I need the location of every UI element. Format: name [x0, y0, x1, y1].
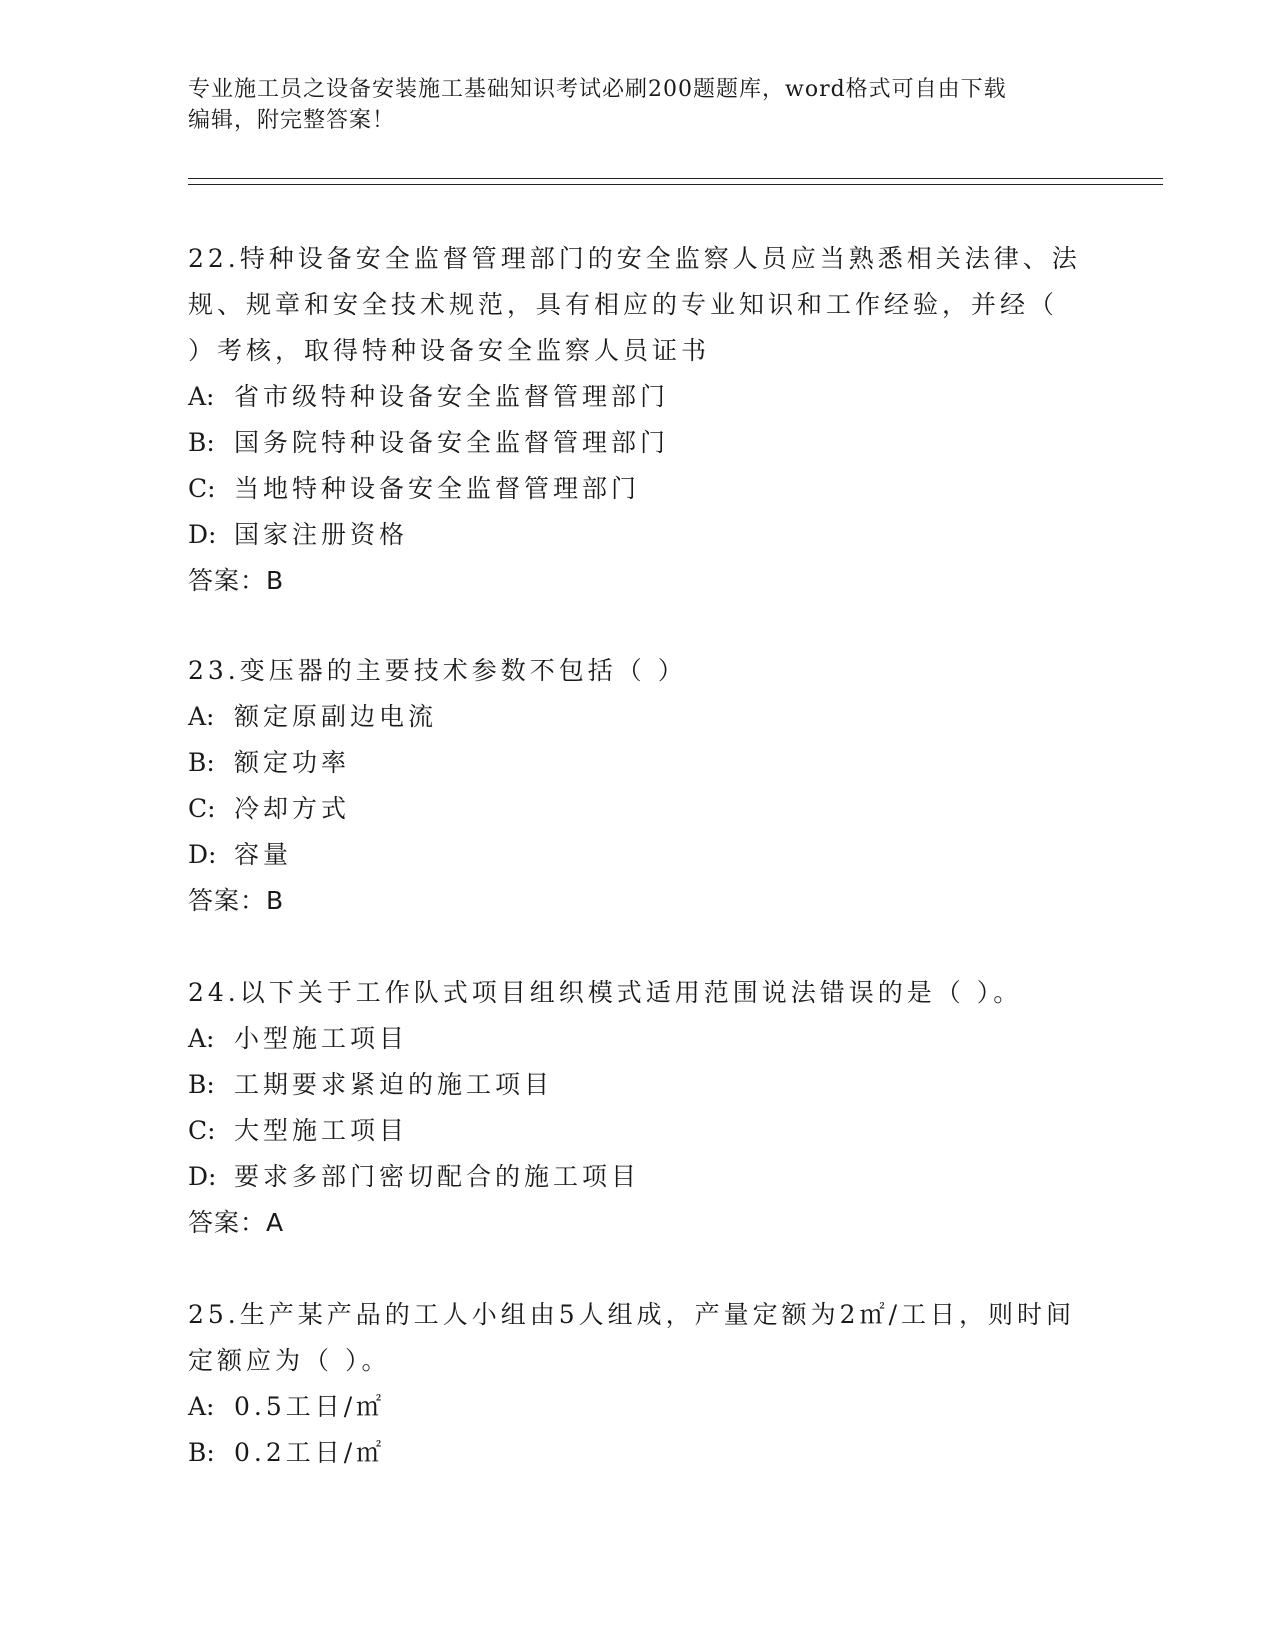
option-key: B:: [188, 428, 215, 457]
option-key: B:: [188, 1070, 215, 1099]
option-c: [188, 1108, 1088, 1154]
answer-line: 答案：B: [188, 566, 285, 595]
question-stem-line: 25.生产某产品的工人小组由5人组成，产量定额为2㎡/工日，则时间: [188, 1300, 1075, 1329]
header-divider-top: [188, 178, 1163, 179]
option-c: [188, 786, 1088, 832]
option-b: [188, 420, 1088, 466]
question-stem-line: 24.以下关于工作队式项目组织模式适用范围说法错误的是（ ）。: [188, 978, 1023, 1007]
question-25: [188, 1292, 1088, 1476]
option-b: [188, 1062, 1088, 1108]
option-a: [188, 1384, 1088, 1430]
header-title-line-1: 专业施工员之设备安装施工基础知识考试必刷200题题库，word格式可自由下载: [188, 77, 1007, 102]
option-key: A:: [188, 702, 215, 731]
option-key: C:: [188, 474, 216, 503]
option-key: D:: [188, 1162, 217, 1191]
header-divider-bottom: [188, 184, 1163, 185]
option-text: 容量: [234, 840, 293, 869]
option-key: B:: [188, 1438, 215, 1467]
question-stem-line: 规、规章和安全技术规范，具有相应的专业知识和工作经验，并经（: [188, 290, 1059, 319]
option-b: [188, 1430, 1088, 1476]
option-key: D:: [188, 520, 217, 549]
option-key: D:: [188, 840, 217, 869]
document-header: [188, 74, 1088, 136]
header-title-line-2: 编辑，附完整答案！: [188, 108, 396, 133]
question-stem-line: 定额应为（ ）。: [188, 1346, 391, 1375]
option-d: [188, 512, 1088, 558]
answer-line: 答案：B: [188, 886, 285, 915]
option-text: 国务院特种设备安全监督管理部门: [234, 428, 670, 457]
option-text: 0.2工日/㎡: [234, 1438, 386, 1467]
option-key: C:: [188, 1116, 216, 1145]
option-text: 额定原副边电流: [234, 702, 438, 731]
option-text: 额定功率: [234, 748, 351, 777]
option-d: [188, 1154, 1088, 1200]
question-stem-line: 22.特种设备安全监督管理部门的安全监察人员应当熟悉相关法律、法: [188, 244, 1081, 273]
option-text: 工期要求紧迫的施工项目: [234, 1070, 554, 1099]
question-23: [188, 648, 1088, 924]
question-stem-line: 23.变压器的主要技术参数不包括（ ）: [188, 656, 687, 685]
option-d: [188, 832, 1088, 878]
option-b: [188, 740, 1088, 786]
answer-line: 答案：A: [188, 1208, 285, 1237]
option-key: A:: [188, 382, 215, 411]
option-text: 国家注册资格: [234, 520, 409, 549]
option-key: A:: [188, 1392, 215, 1421]
option-a: [188, 374, 1088, 420]
option-key: B:: [188, 748, 215, 777]
option-text: 当地特种设备安全监督管理部门: [234, 474, 641, 503]
option-text: 大型施工项目: [234, 1116, 409, 1145]
option-key: C:: [188, 794, 216, 823]
option-text: 省市级特种设备安全监督管理部门: [234, 382, 670, 411]
option-a: [188, 694, 1088, 740]
question-22: [188, 236, 1088, 604]
option-text: 0.5工日/㎡: [234, 1392, 386, 1421]
question-24: [188, 970, 1088, 1246]
option-key: A:: [188, 1024, 215, 1053]
option-text: 要求多部门密切配合的施工项目: [234, 1162, 641, 1191]
option-a: [188, 1016, 1088, 1062]
option-c: [188, 466, 1088, 512]
option-text: 小型施工项目: [234, 1024, 409, 1053]
option-text: 冷却方式: [234, 794, 351, 823]
question-stem-line: ）考核，取得特种设备安全监察人员证书: [188, 336, 711, 365]
